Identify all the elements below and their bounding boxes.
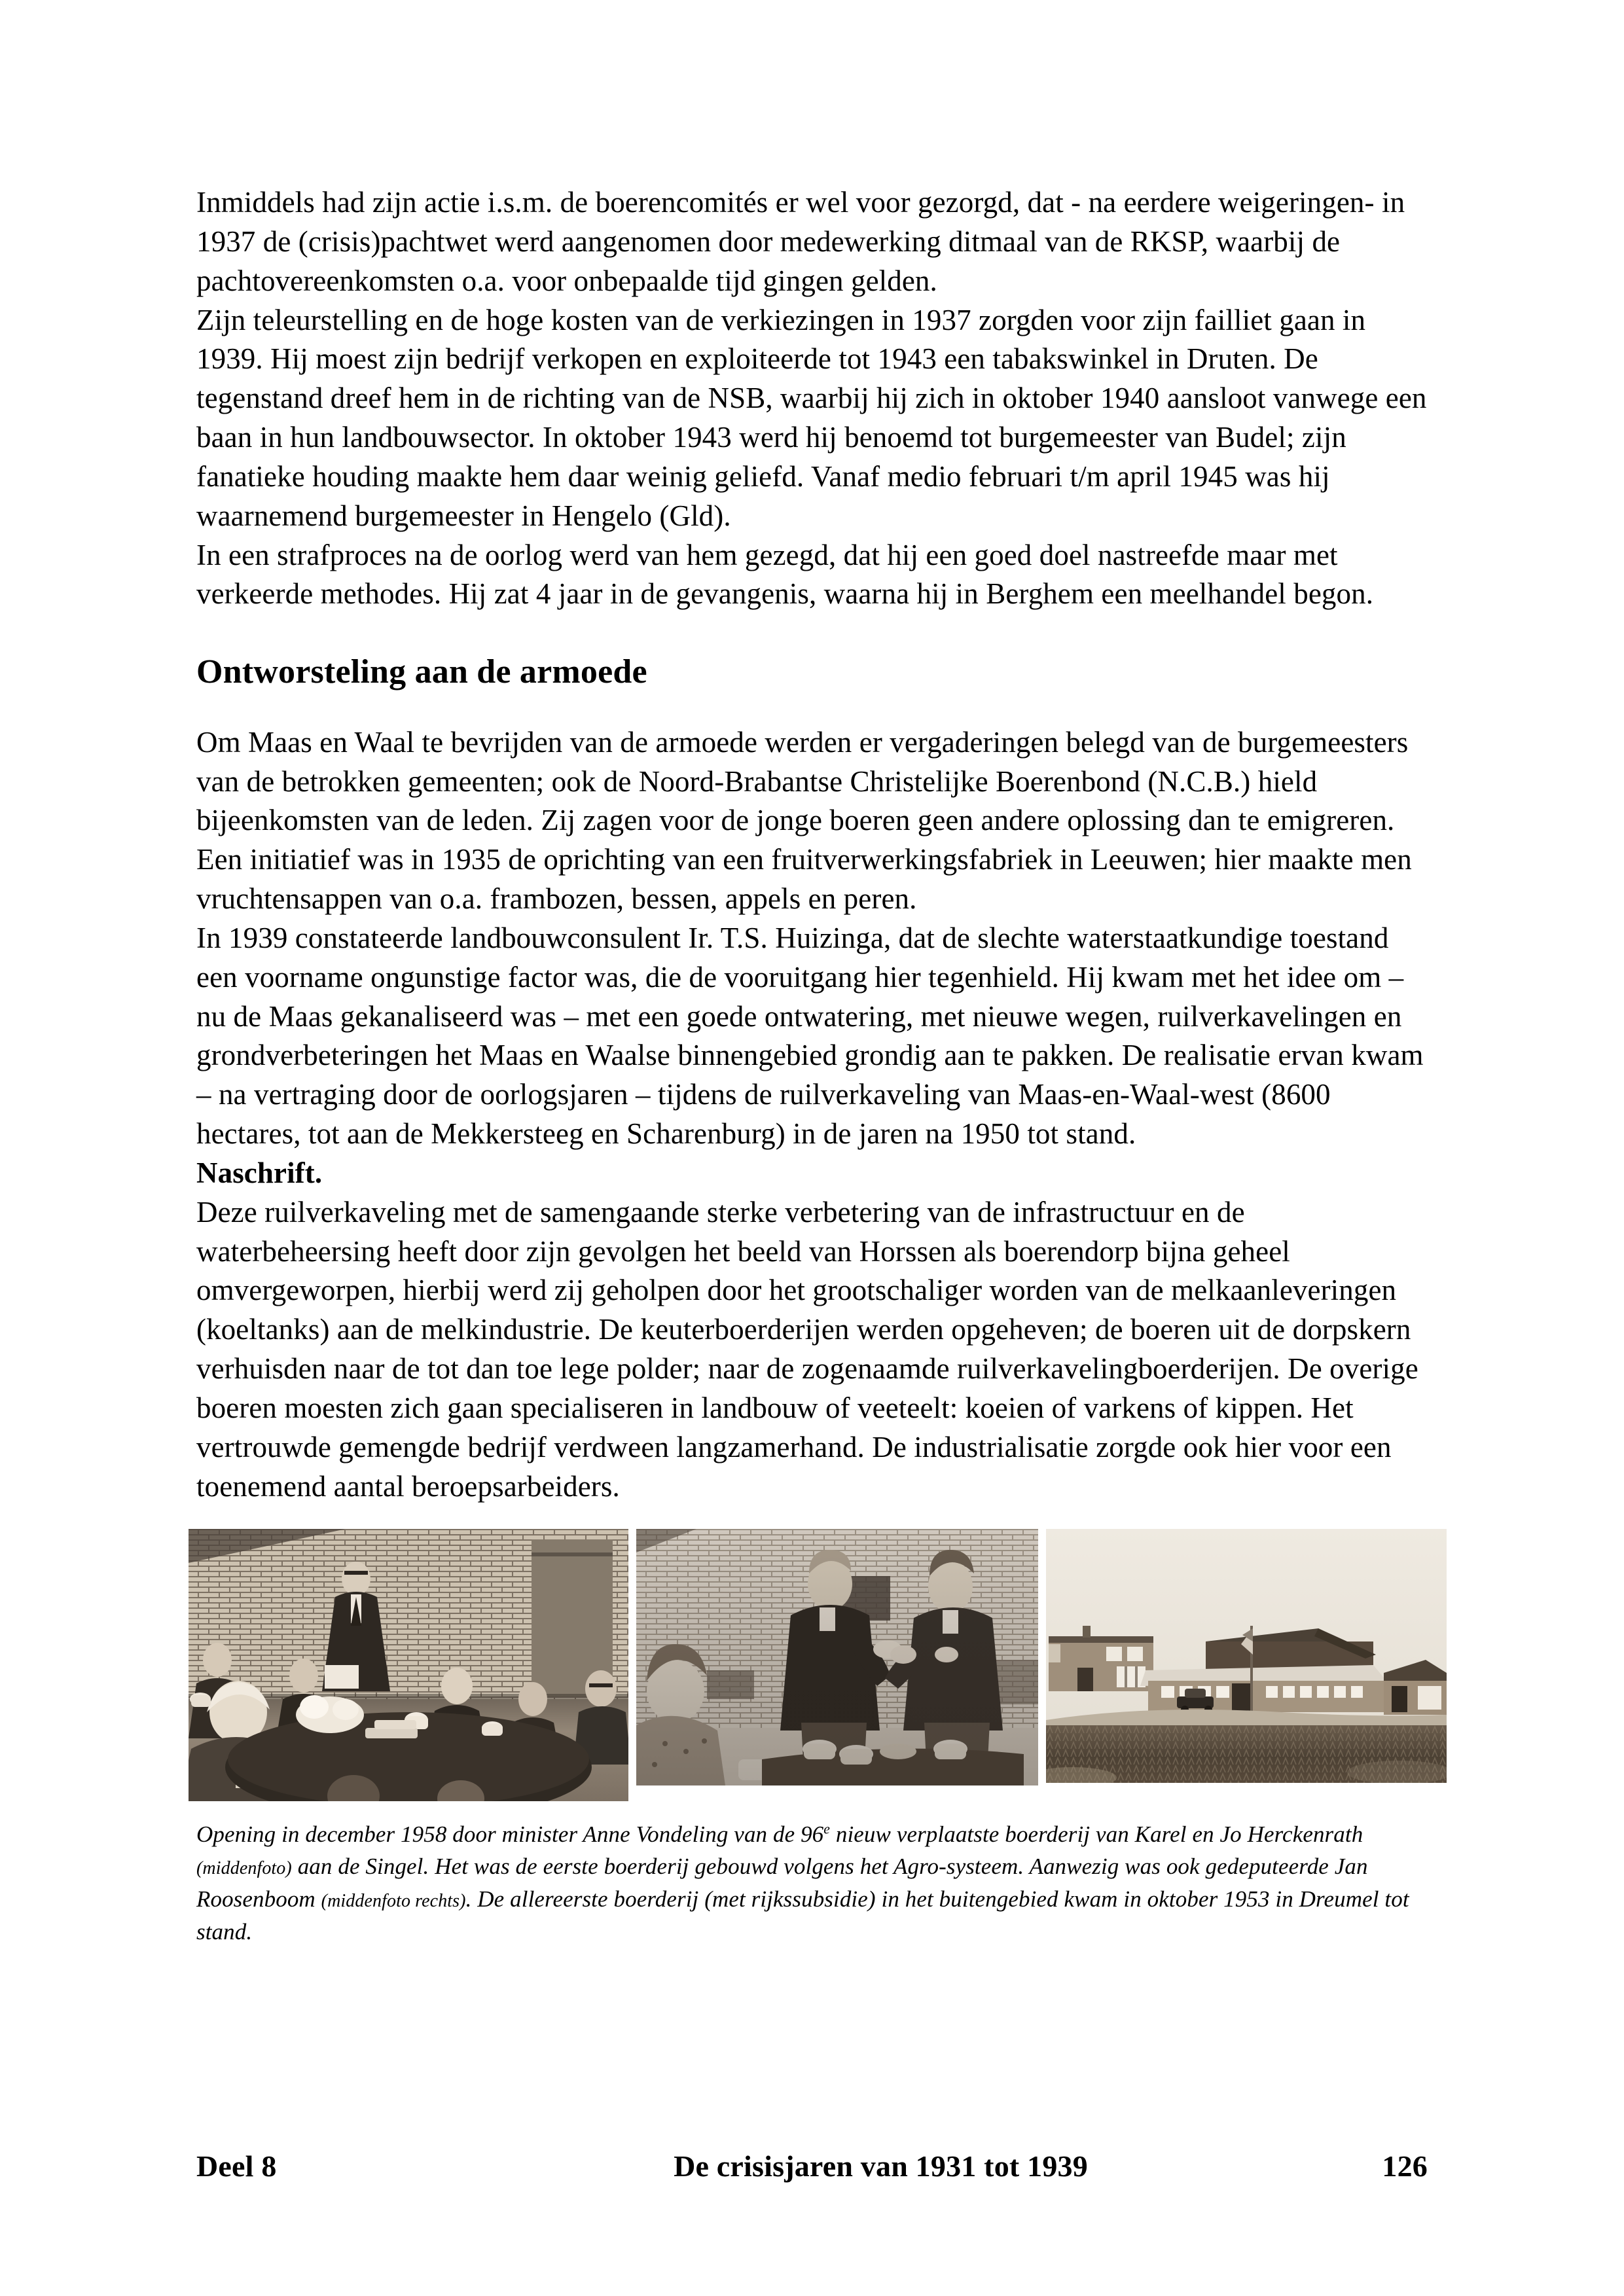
caption-superscript: e [823,1820,831,1837]
farm-building-photo [1046,1529,1447,1783]
paragraph-2: Zijn teleurstelling en de hoge kosten van de verkiezingen in 1937 zorgden voor zijn failliet gaan in 1939. Hij moest zijn bedrijf verkopen en exploiteerde tot 1943 een tabakswinkel in Druten. De tegenstand dreef hem in de richting van de NSB, waarbij hij zich in oktober 1940 aansloot vanwege een baan in hun landbouwsector. In oktober 1943 werd hij benoemd tot burgemeester van Budel; zijn fanatieke houding maakte hem daar weinig geliefd. Vanaf medio februari t/m april 1945 was hij waarnemend burgemeester in Hengelo (Gld). [196,303,1427,532]
caption-line-1b: nieuw verplaatste boerderij van Karel en Jo Herckenrath [830,1821,1363,1847]
photo-caption [196,1818,1428,1948]
caption-note-2: (middenfoto rechts) [321,1890,466,1911]
postscript-paragraph: Deze ruilverkaveling met de samengaande sterke verbetering van de infrastructuur en de waterbeheersing heeft door zijn gevolgen het beeld van Horssen als boerendorp bijna geheel omvergeworpen, hierbij werd zij geholpen door het grootschaliger worden van de melkaanleveringen (koeltanks) aan de melkindustrie. De keuterboerderijen werden opgeheven; de boeren uit de dorpskern verhuisden naar de tot dan toe lege polder; naar de zogenaamde ruilverkavelingboerderijen. De overige boeren moesten zich gaan specialiseren in landbouw of veeteelt: koeien of varkens of kippen. Het vertrouwde gemengde bedrijf verdween langzamerhand. De industrialisatie zorgde ook hier voor een toenemend aantal beroepsarbeiders. [196,1195,1418,1503]
postscript-label: Naschrift. [196,1156,323,1189]
caption-line-1a: Opening in december 1958 door minister Anne Vondeling van de 96 [196,1821,824,1847]
caption-line-3: . De allereerste boerderij (met rijkssubsidie) in het buitengebied kwam in oktober 1953 in Dreumel tot stand. [196,1886,1409,1945]
footer-page-number: 126 [1382,2149,1428,2183]
section-paragraph-3: In 1939 constateerde landbouwconsulent Ir. T.S. Huizinga, dat de slechte waterstaatkundige toestand een voorname ongunstige factor was, die de vooruitgang hier tegenhield. Hij kwam met het idee om – nu de Maas gekanaliseerd was – met een goede ontwatering, met nieuwe wegen, ruilverkavelingen en grondverbeteringen het Maas en Waalse binnengebied grondig aan te pakken. De realisatie ervan kwam – na vertraging door de oorlogsjaren – tijdens de ruilverkaveling van Maas-en-Waal-west (8600 hectares, tot aan de Mekkersteeg en Scharenburg) in de jaren na 1950 tot stand. [196,921,1424,1151]
section-paragraph-2: Een initiatief was in 1935 de oprichting van een fruitverwerkingsfabriek in Leeuwen; hier maakte men vruchtensappen van o.a. frambozen, bessen, appels en peren. [196,843,1412,916]
caption-note-1: (middenfoto) [196,1858,292,1879]
footer-title: De crisisjaren van 1931 tot 1939 [674,2149,1088,2183]
footer-part: Deel 8 [196,2149,277,2183]
paragraph-1: Inmiddels had zijn actie i.s.m. de boerencomités er wel voor gezorgd, dat - na eerdere weigeringen- in 1937 de (crisis)pachtwet werd aangenomen door medewerking ditmaal van de RKSP, waarbij de pachtovereenkomsten o.a. voor onbepaalde tijd gingen gelden. [196,186,1405,297]
meeting-at-table-photo [189,1529,628,1801]
photo-strip [189,1529,1428,1801]
handshake-photo [636,1529,1038,1785]
article-body [196,183,1428,1507]
caption-line-2: aan de Singel. Het was de eerste boerderij gebouwd volgens het Agro-systeem. Aanwezig was ook gedeputeerde Jan Roosenboom [196,1854,1368,1912]
page-footer [196,2149,1428,2183]
section-paragraph-1: Om Maas en Waal te bevrijden van de armoede werden er vergaderingen belegd van de burgemeesters van de betrokken gemeenten; ook de Noord-Brabantse Christelijke Boerenbond (N.C.B.) hield bijeenkomsten van de leden. Zij zagen voor de jonge boeren geen andere oplossing dan te emigreren. [196,725,1409,837]
paragraph-3: In een strafproces na de oorlog werd van hem gezegd, dat hij een goed doel nastreefde maar met verkeerde methodes. Hij zat 4 jaar in de gevangenis, waarna hij in Berghem een meelhandel begon. [196,538,1374,611]
section-heading: Ontworsteling aan de armoede [196,653,647,691]
